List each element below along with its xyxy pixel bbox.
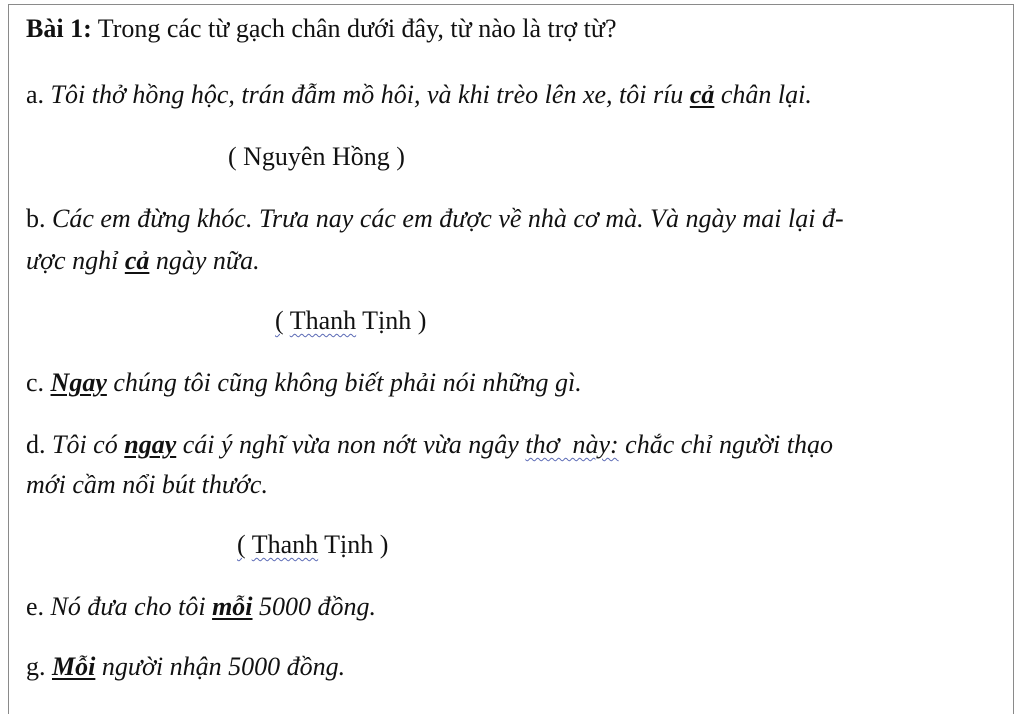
sentence-a-before: Tôi thở hồng hộc, trán đẫm mồ hôi, và khi trèo lên xe, tôi ríu bbox=[50, 80, 684, 109]
underlined-word-a: cả bbox=[689, 80, 715, 109]
source-b-open: ( bbox=[275, 306, 284, 335]
sentence-b-line2 bbox=[26, 245, 260, 277]
item-letter-b: b. bbox=[26, 204, 46, 233]
source-d-open: ( bbox=[237, 530, 246, 559]
underlined-word-b: cả bbox=[124, 246, 150, 275]
sentence-b-before: ược nghỉ bbox=[26, 246, 119, 275]
source-d-name: Thanh bbox=[251, 530, 319, 559]
sentence-c-after: chúng tôi cũng không biết phải nói những gì. bbox=[113, 368, 582, 397]
sentence-a-after: chân lại. bbox=[720, 80, 812, 109]
sentence-e bbox=[26, 591, 376, 623]
sentence-b-first-line: Các em đừng khóc. Trưa nay các em được về nhà cơ mà. Và ngày mai lại đ- bbox=[52, 204, 844, 233]
item-letter-e: e. bbox=[26, 592, 45, 621]
item-letter-a: a. bbox=[26, 80, 45, 109]
underlined-word-g: Mỗi bbox=[52, 652, 96, 681]
underlined-word-c: Ngay bbox=[50, 368, 107, 397]
item-letter-c: c. bbox=[26, 368, 45, 397]
sentence-d-before: Tôi có bbox=[52, 430, 118, 459]
sentence-d-middle: cái ý nghĩ vừa non nớt vừa ngây bbox=[182, 430, 519, 459]
exercise-label: Bài 1: bbox=[26, 14, 92, 43]
sentence-g-after: người nhận 5000 đồng. bbox=[101, 652, 346, 681]
exercise-question: Trong các từ gạch chân dưới đây, từ nào là trợ từ? bbox=[97, 14, 617, 43]
document-page bbox=[8, 4, 1014, 714]
exercise-heading bbox=[26, 13, 617, 45]
sentence-b-line1 bbox=[26, 203, 844, 235]
sentence-b-after: ngày nữa. bbox=[155, 246, 260, 275]
sentence-c bbox=[26, 367, 582, 399]
sentence-e-before: Nó đưa cho tôi bbox=[50, 592, 206, 621]
sentence-d-line2: mới cầm nổi bút thước. bbox=[26, 470, 268, 499]
sentence-d-flagged-words: thơ này: bbox=[525, 430, 619, 459]
sentence-d-after: chắc chỉ người thạo bbox=[625, 430, 834, 459]
underlined-word-d: ngay bbox=[124, 430, 177, 459]
sentence-a bbox=[26, 79, 812, 111]
underlined-word-e: mỗi bbox=[212, 592, 253, 621]
item-letter-d: d. bbox=[26, 430, 46, 459]
sentence-d-line1 bbox=[26, 429, 833, 461]
sentence-g bbox=[26, 651, 345, 683]
source-b bbox=[275, 305, 426, 337]
sentence-e-after: 5000 đồng. bbox=[259, 592, 377, 621]
source-b-rest: Tịnh ) bbox=[362, 306, 427, 335]
source-d bbox=[237, 529, 388, 561]
source-a: ( Nguyên Hồng ) bbox=[228, 142, 405, 171]
source-b-name: Thanh bbox=[289, 306, 357, 335]
source-d-rest: Tịnh ) bbox=[324, 530, 389, 559]
item-letter-g: g. bbox=[26, 652, 46, 681]
